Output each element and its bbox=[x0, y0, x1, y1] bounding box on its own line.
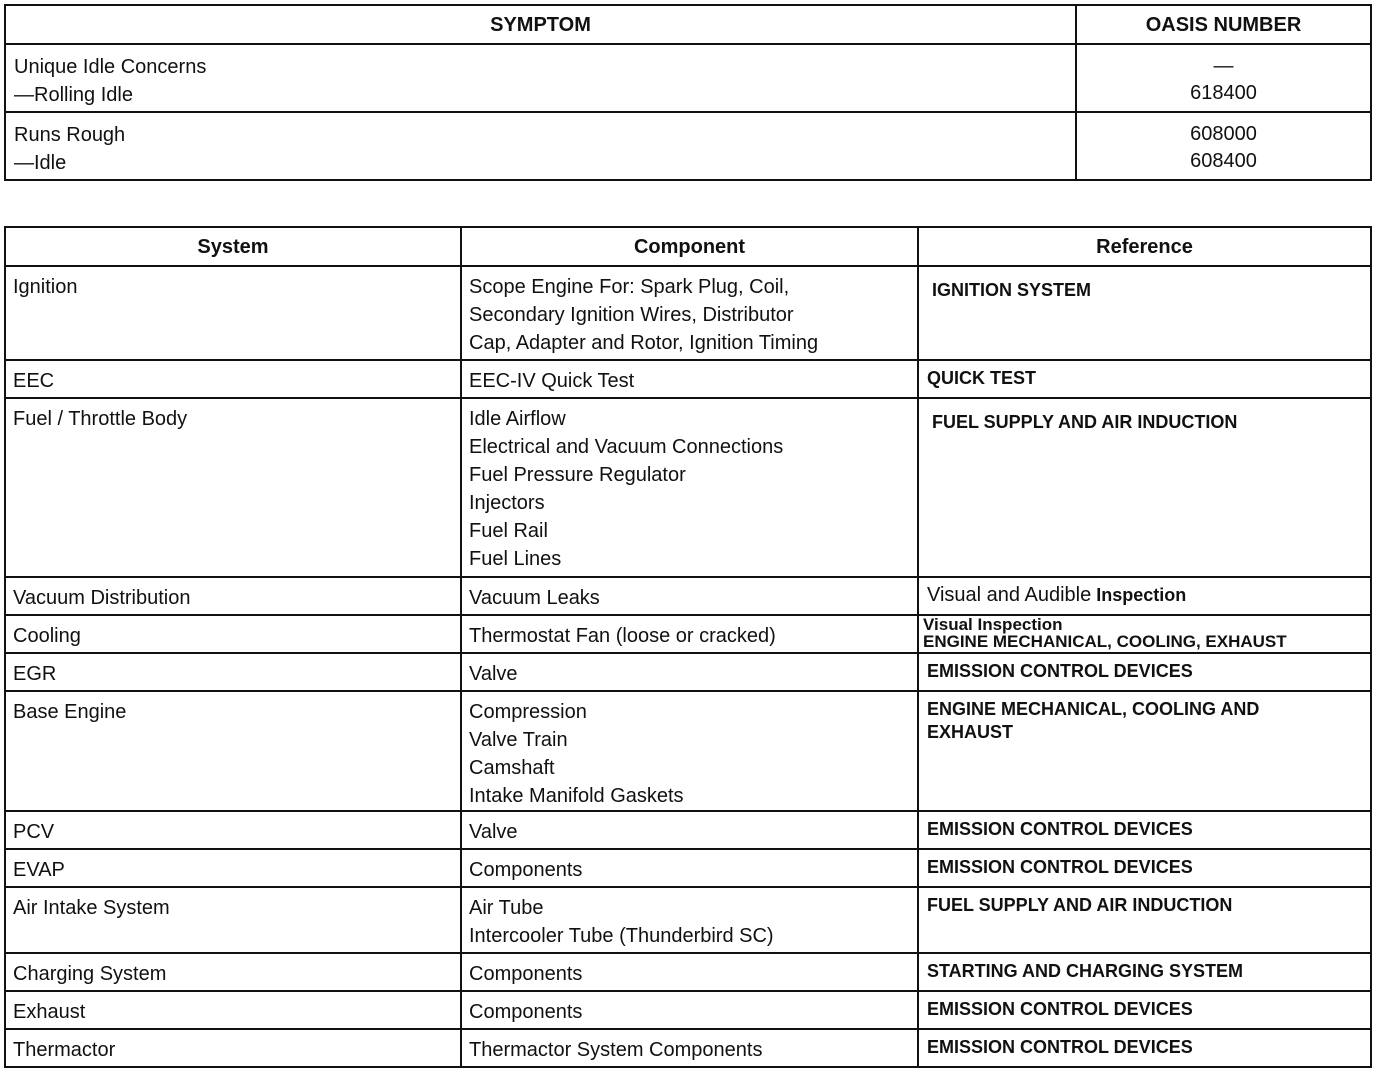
reference-text: Visual and Audible bbox=[927, 584, 1092, 606]
reference-line: EMISSION CONTROL DEVICES bbox=[927, 1037, 1193, 1057]
component-line: Idle Airflow bbox=[469, 408, 566, 430]
component-cell bbox=[461, 691, 918, 811]
reference-cell bbox=[918, 653, 1371, 691]
oasis-number: 608000 bbox=[1190, 123, 1257, 145]
reference-text-bold: Inspection bbox=[1096, 585, 1187, 605]
component-line: Compression bbox=[469, 701, 587, 723]
table-row bbox=[5, 887, 1371, 953]
component-cell bbox=[461, 887, 918, 953]
system-cell: Cooling bbox=[5, 615, 461, 653]
reference-line: ENGINE MECHANICAL, COOLING, EXHAUST bbox=[923, 632, 1287, 651]
component-cell bbox=[461, 577, 918, 615]
reference-cell bbox=[918, 887, 1371, 953]
reference-line: Visual Inspection bbox=[923, 615, 1063, 634]
reference-line: EXHAUST bbox=[927, 722, 1014, 742]
symptom-line: Unique Idle Concerns bbox=[14, 56, 207, 78]
reference-line: FUEL SUPPLY AND AIR INDUCTION bbox=[932, 412, 1238, 432]
diagnostic-header-row bbox=[5, 227, 1371, 266]
oasis-cell bbox=[1076, 44, 1371, 112]
component-line: Components bbox=[469, 1001, 583, 1023]
table-row bbox=[5, 398, 1371, 577]
system-cell: PCV bbox=[5, 811, 461, 849]
symptom-cell bbox=[5, 112, 1076, 180]
reference-cell bbox=[918, 849, 1371, 887]
component-cell bbox=[461, 615, 918, 653]
component-line: Valve bbox=[469, 663, 518, 685]
system-cell: Fuel / Throttle Body bbox=[5, 398, 461, 577]
table-row bbox=[5, 577, 1371, 615]
system-cell: EVAP bbox=[5, 849, 461, 887]
system-cell: EEC bbox=[5, 360, 461, 398]
reference-cell bbox=[918, 991, 1371, 1029]
reference-line: FUEL SUPPLY AND AIR INDUCTION bbox=[927, 895, 1233, 915]
reference-line: ENGINE MECHANICAL, COOLING AND bbox=[927, 699, 1260, 719]
system-cell: Vacuum Distribution bbox=[5, 577, 461, 615]
oasis-number: 618400 bbox=[1190, 82, 1257, 104]
reference-cell bbox=[918, 266, 1371, 360]
symptom-header-row bbox=[5, 5, 1371, 44]
table-row bbox=[5, 112, 1371, 180]
component-line: Intake Manifold Gaskets bbox=[469, 785, 684, 807]
component-cell bbox=[461, 1029, 918, 1067]
oasis-number: 608400 bbox=[1190, 150, 1257, 172]
reference-line: IGNITION SYSTEM bbox=[932, 280, 1092, 300]
table-row bbox=[5, 360, 1371, 398]
table-row bbox=[5, 849, 1371, 887]
component-line: Thermactor System Components bbox=[469, 1039, 763, 1061]
reference-cell bbox=[918, 398, 1371, 577]
reference-cell bbox=[918, 1029, 1371, 1067]
diagnostic-table bbox=[4, 226, 1372, 1068]
component-cell bbox=[461, 398, 918, 577]
system-cell: EGR bbox=[5, 653, 461, 691]
component-line: Camshaft bbox=[469, 757, 555, 779]
component-line: Injectors bbox=[469, 492, 545, 514]
system-cell: Exhaust bbox=[5, 991, 461, 1029]
component-line: Fuel Pressure Regulator bbox=[469, 464, 686, 486]
oasis-header: OASIS NUMBER bbox=[1076, 5, 1371, 44]
reference-cell bbox=[918, 577, 1371, 615]
table-row bbox=[5, 44, 1371, 112]
component-line: Air Tube bbox=[469, 897, 544, 919]
system-cell: Ignition bbox=[5, 266, 461, 360]
table-row bbox=[5, 653, 1371, 691]
table-row bbox=[5, 1029, 1371, 1067]
component-cell bbox=[461, 953, 918, 991]
table-row bbox=[5, 266, 1371, 360]
symptom-table bbox=[4, 4, 1372, 181]
reference-line: EMISSION CONTROL DEVICES bbox=[927, 661, 1193, 681]
component-line: Fuel Lines bbox=[469, 548, 562, 570]
reference-line: QUICK TEST bbox=[927, 368, 1037, 388]
symptom-line: —Rolling Idle bbox=[14, 84, 133, 106]
reference-cell bbox=[918, 691, 1371, 811]
component-line: EEC-IV Quick Test bbox=[469, 370, 635, 392]
component-line: Valve Train bbox=[469, 729, 568, 751]
component-cell bbox=[461, 360, 918, 398]
reference-line: EMISSION CONTROL DEVICES bbox=[927, 819, 1193, 839]
system-cell: Charging System bbox=[5, 953, 461, 991]
symptom-cell bbox=[5, 44, 1076, 112]
reference-line: STARTING AND CHARGING SYSTEM bbox=[927, 961, 1244, 981]
component-line: Valve bbox=[469, 821, 518, 843]
reference-header: Reference bbox=[918, 227, 1371, 266]
symptom-line: —Idle bbox=[14, 152, 67, 174]
component-line: Electrical and Vacuum Connections bbox=[469, 436, 784, 458]
table-row bbox=[5, 615, 1371, 653]
component-cell bbox=[461, 811, 918, 849]
component-line: Scope Engine For: Spark Plug, Coil, bbox=[469, 276, 790, 298]
component-line: Thermostat Fan (loose or cracked) bbox=[469, 625, 776, 647]
table-row bbox=[5, 691, 1371, 811]
component-line: Intercooler Tube (Thunderbird SC) bbox=[469, 925, 774, 947]
oasis-number: — bbox=[1213, 55, 1234, 77]
system-header: System bbox=[5, 227, 461, 266]
reference-line: EMISSION CONTROL DEVICES bbox=[927, 857, 1193, 877]
component-cell bbox=[461, 653, 918, 691]
system-cell: Air Intake System bbox=[5, 887, 461, 953]
reference-cell bbox=[918, 953, 1371, 991]
component-header: Component bbox=[461, 227, 918, 266]
component-cell bbox=[461, 266, 918, 360]
table-row bbox=[5, 953, 1371, 991]
reference-cell bbox=[918, 811, 1371, 849]
component-line: Vacuum Leaks bbox=[469, 587, 600, 609]
component-line: Cap, Adapter and Rotor, Ignition Timing bbox=[469, 332, 819, 354]
reference-cell bbox=[918, 615, 1371, 653]
component-line: Components bbox=[469, 859, 583, 881]
component-line: Secondary Ignition Wires, Distributor bbox=[469, 304, 794, 326]
oasis-cell bbox=[1076, 112, 1371, 180]
system-cell: Thermactor bbox=[5, 1029, 461, 1067]
reference-line: EMISSION CONTROL DEVICES bbox=[927, 999, 1193, 1019]
component-line: Components bbox=[469, 963, 583, 985]
component-cell bbox=[461, 849, 918, 887]
table-row bbox=[5, 991, 1371, 1029]
reference-cell bbox=[918, 360, 1371, 398]
table-row bbox=[5, 811, 1371, 849]
component-cell bbox=[461, 991, 918, 1029]
component-line: Fuel Rail bbox=[469, 520, 548, 542]
system-cell: Base Engine bbox=[5, 691, 461, 811]
symptom-line: Runs Rough bbox=[14, 124, 126, 146]
symptom-header: SYMPTOM bbox=[5, 5, 1076, 44]
